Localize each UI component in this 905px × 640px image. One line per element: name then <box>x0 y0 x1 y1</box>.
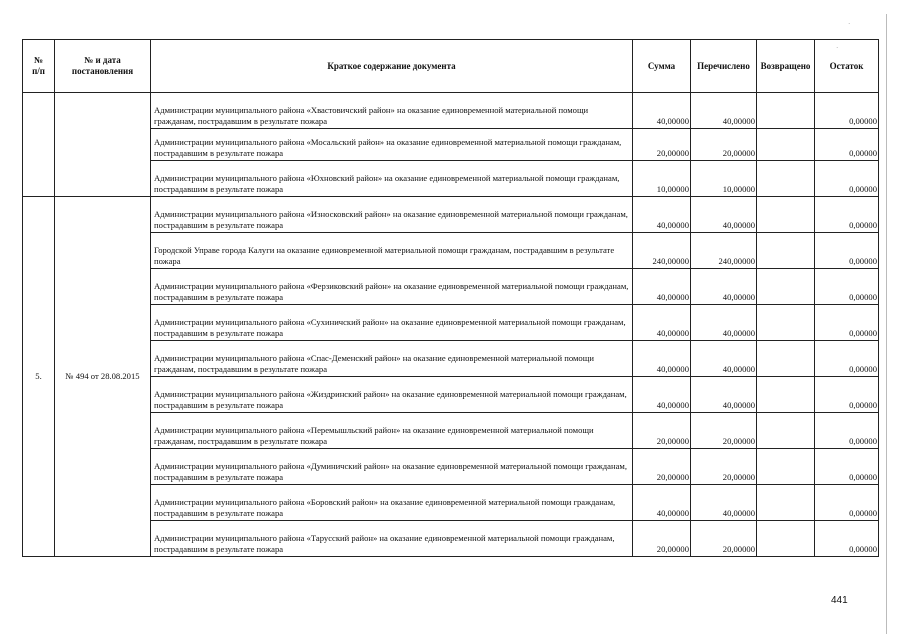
returned-cell <box>757 305 815 341</box>
transferred-cell: 40,00000 <box>691 305 757 341</box>
summary-cell: Администрации муниципального района «Износковский район» на оказание единовременной материальной помощи гражданам, пострадавшим в результате пожара <box>151 197 633 233</box>
sum-cell: 40,00000 <box>633 305 691 341</box>
table-row <box>23 413 879 449</box>
rest-cell: 0,00000 <box>815 269 879 305</box>
rest-cell: 0,00000 <box>815 341 879 377</box>
table-row <box>23 269 879 305</box>
returned-cell <box>757 449 815 485</box>
returned-cell <box>757 233 815 269</box>
sum-cell: 20,00000 <box>633 413 691 449</box>
summary-cell: Администрации муниципального района «Хвастовичский район» на оказание единовременной материальной помощи гражданам, пострадавшим в результате пожара <box>151 93 633 129</box>
returned-cell <box>757 197 815 233</box>
transferred-cell: 20,00000 <box>691 129 757 161</box>
transferred-cell: 240,00000 <box>691 233 757 269</box>
rest-cell: 0,00000 <box>815 161 879 197</box>
table-row <box>23 521 879 557</box>
report-table <box>22 39 879 557</box>
sum-cell: 40,00000 <box>633 93 691 129</box>
returned-cell <box>757 413 815 449</box>
rest-cell: 0,00000 <box>815 485 879 521</box>
rest-cell: 0,00000 <box>815 129 879 161</box>
summary-cell: Администрации муниципального района «Тарусский район» на оказание единовременной материальной помощи гражданам, пострадавшим в результате пожара <box>151 521 633 557</box>
scan-speck: · <box>836 44 839 52</box>
rest-cell: 0,00000 <box>815 521 879 557</box>
summary-cell: Администрации муниципального района «Перемышльский район» на оказание единовременной материальной помощи гражданам, пострадавшим в результате пожара <box>151 413 633 449</box>
group-number-cell: 5. <box>23 197 55 557</box>
summary-cell: Администрации муниципального района «Боровский район» на оказание единовременной материальной помощи гражданам, пострадавшим в результате пожара <box>151 485 633 521</box>
table-row <box>23 161 879 197</box>
returned-cell <box>757 269 815 305</box>
rest-cell: 0,00000 <box>815 197 879 233</box>
returned-cell <box>757 485 815 521</box>
sum-cell: 240,00000 <box>633 233 691 269</box>
transferred-cell: 20,00000 <box>691 449 757 485</box>
summary-cell: Администрации муниципального района «Сухиничский район» на оказание единовременной материальной помощи гражданам, пострадавшим в результате пожара <box>151 305 633 341</box>
header-summary: Краткое содержание документа <box>151 40 633 93</box>
table-header-row <box>23 40 879 93</box>
rest-cell: 0,00000 <box>815 377 879 413</box>
group-decree-cell <box>55 93 151 197</box>
sum-cell: 20,00000 <box>633 521 691 557</box>
sum-cell: 20,00000 <box>633 449 691 485</box>
sum-cell: 40,00000 <box>633 377 691 413</box>
summary-cell: Городской Управе города Калуги на оказание единовременной материальной помощи гражданам, пострадавшим в результате пожара <box>151 233 633 269</box>
header-transferred: Перечислено <box>691 40 757 93</box>
summary-cell: Администрации муниципального района «Думиничский район» на оказание единовременной материальной помощи гражданам, пострадавшим в результате пожара <box>151 449 633 485</box>
returned-cell <box>757 377 815 413</box>
summary-cell: Администрации муниципального района «Спас-Деменский район» на оказание единовременной материальной помощи гражданам, пострадавшим в результате пожара <box>151 341 633 377</box>
returned-cell <box>757 161 815 197</box>
table-row <box>23 377 879 413</box>
group-decree-cell: № 494 от 28.08.2015 <box>55 197 151 557</box>
transferred-cell: 40,00000 <box>691 377 757 413</box>
header-sum: Сумма <box>633 40 691 93</box>
table-row <box>23 129 879 161</box>
sum-cell: 10,00000 <box>633 161 691 197</box>
transferred-cell: 20,00000 <box>691 413 757 449</box>
returned-cell <box>757 341 815 377</box>
rest-cell: 0,00000 <box>815 413 879 449</box>
returned-cell <box>757 129 815 161</box>
table-row <box>23 449 879 485</box>
transferred-cell: 40,00000 <box>691 197 757 233</box>
transferred-cell: 40,00000 <box>691 485 757 521</box>
returned-cell <box>757 93 815 129</box>
table-row <box>23 305 879 341</box>
rest-cell: 0,00000 <box>815 449 879 485</box>
summary-cell: Администрации муниципального района «Жиздринский район» на оказание единовременной материальной помощи гражданам, пострадавшим в результате пожара <box>151 377 633 413</box>
transferred-cell: 40,00000 <box>691 93 757 129</box>
rest-cell: 0,00000 <box>815 233 879 269</box>
group-number-cell <box>23 93 55 197</box>
header-rest: Остаток <box>815 40 879 93</box>
sum-cell: 40,00000 <box>633 341 691 377</box>
rest-cell: 0,00000 <box>815 93 879 129</box>
header-number: № п/п <box>23 40 55 93</box>
transferred-cell: 40,00000 <box>691 341 757 377</box>
table-row <box>23 341 879 377</box>
sum-cell: 40,00000 <box>633 269 691 305</box>
transferred-cell: 20,00000 <box>691 521 757 557</box>
scan-speck: · <box>848 20 851 28</box>
transferred-cell: 40,00000 <box>691 269 757 305</box>
summary-cell: Администрации муниципального района «Ферзиковский район» на оказание единовременной материальной помощи гражданам, пострадавшим в результате пожара <box>151 269 633 305</box>
sum-cell: 40,00000 <box>633 197 691 233</box>
summary-cell: Администрации муниципального района «Мосальский район» на оказание единовременной материальной помощи гражданам, пострадавшим в результате пожара <box>151 129 633 161</box>
transferred-cell: 10,00000 <box>691 161 757 197</box>
page-number: 441 <box>831 595 848 606</box>
sum-cell: 40,00000 <box>633 485 691 521</box>
rest-cell: 0,00000 <box>815 305 879 341</box>
summary-cell: Администрации муниципального района «Юхновский район» на оказание единовременной материальной помощи гражданам, пострадавшим в результате пожара <box>151 161 633 197</box>
returned-cell <box>757 521 815 557</box>
header-decree: № и дата постановления <box>55 40 151 93</box>
sum-cell: 20,00000 <box>633 129 691 161</box>
table-row <box>23 93 879 129</box>
table-row <box>23 233 879 269</box>
header-returned: Возвращено <box>757 40 815 93</box>
scan-edge-line <box>886 14 887 634</box>
table-row <box>23 485 879 521</box>
table-row <box>23 197 879 233</box>
